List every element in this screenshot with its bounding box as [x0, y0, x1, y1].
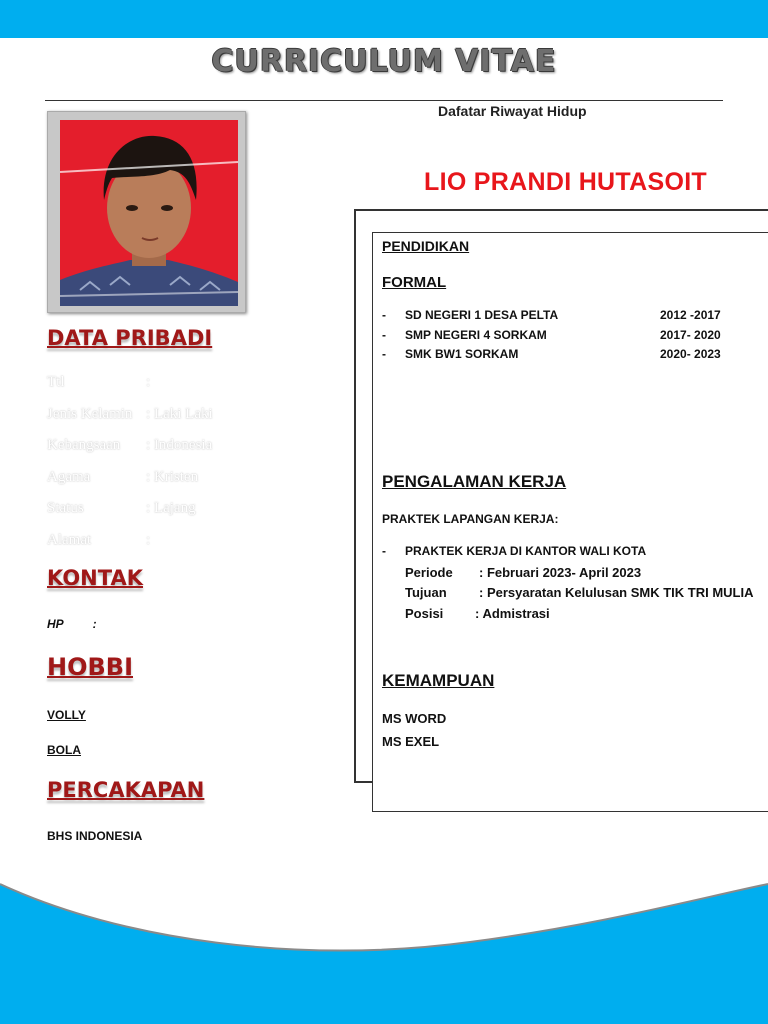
work-item: PRAKTEK KERJA DI KANTOR WALI KOTA — [405, 544, 647, 558]
hobby-item: BOLA — [47, 743, 81, 757]
hobby-item: VOLLY — [47, 708, 86, 722]
hp-label: HP — [47, 617, 64, 631]
personal-data-key: Alamat — [47, 531, 92, 548]
photo-frame — [47, 111, 246, 313]
personal-data-key: Jenis Kelamin — [47, 405, 133, 422]
school-name: SMP NEGERI 4 SORKAM — [405, 328, 547, 342]
top-color-band — [0, 0, 768, 38]
school-name: SD NEGERI 1 DESA PELTA — [405, 308, 559, 322]
data-pribadi-heading: DATA PRIBADI — [47, 326, 213, 350]
personal-data-value: : Indonesia — [146, 437, 213, 453]
skill-item: MS EXEL — [382, 734, 440, 749]
pengalaman-subheading: PRAKTEK LAPANGAN KERJA: — [382, 512, 559, 526]
portrait-photo-icon — [60, 120, 238, 306]
language-item: BHS INDONESIA — [47, 829, 143, 843]
personal-data-value: : Lajang — [146, 500, 196, 516]
bullet-dash: - — [382, 544, 386, 558]
hobbi-heading: HOBBI — [47, 653, 134, 681]
pendidikan-heading: PENDIDIKAN — [382, 238, 470, 254]
school-years: 2017- 2020 — [660, 328, 721, 342]
pengalaman-heading: PENGALAMAN KERJA — [382, 472, 567, 491]
bottom-wave-decoration — [0, 870, 768, 1024]
bullet-dash: - — [382, 308, 386, 322]
formal-heading: FORMAL — [382, 274, 447, 291]
skill-item: MS WORD — [382, 711, 447, 726]
posisi-label: Posisi — [405, 606, 444, 621]
personal-data-value: : — [146, 531, 151, 548]
personal-data-key: Ttl — [47, 374, 65, 390]
kontak-heading: KONTAK — [47, 566, 143, 590]
tujuan-label: Tujuan — [405, 585, 447, 600]
school-years: 2012 -2017 — [660, 308, 721, 322]
personal-data-key: Agama — [47, 468, 91, 485]
bullet-dash: - — [382, 328, 386, 342]
title-divider — [45, 100, 723, 101]
personal-data-value: : — [146, 374, 151, 390]
periode-label: Periode — [405, 565, 453, 580]
tujuan-value: : Persyaratan Kelulusan SMK TIK TRI MULIA — [479, 585, 754, 600]
hp-label-row — [47, 617, 97, 631]
cv-subtitle: Dafatar Riwayat Hidup — [438, 103, 587, 119]
percakapan-heading: PERCAKAPAN — [47, 778, 205, 802]
periode-value: : Februari 2023- April 2023 — [479, 565, 642, 580]
posisi-value: : Admistrasi — [475, 606, 550, 621]
cv-title: CURRICULUM VITAE — [211, 44, 557, 79]
kemampuan-heading: KEMAMPUAN — [382, 671, 495, 690]
personal-data-key: Status — [47, 500, 84, 516]
school-name: SMK BW1 SORKAM — [405, 347, 519, 361]
personal-data-value: : Kristen — [146, 468, 199, 485]
personal-data-key: Kebangsaan — [47, 437, 121, 453]
school-years: 2020- 2023 — [660, 347, 721, 361]
hp-separator: : — [92, 617, 97, 631]
bullet-dash: - — [382, 347, 386, 361]
person-name: LIO PRANDI HUTASOIT — [424, 168, 708, 196]
personal-data-value: : Laki Laki — [146, 405, 213, 422]
